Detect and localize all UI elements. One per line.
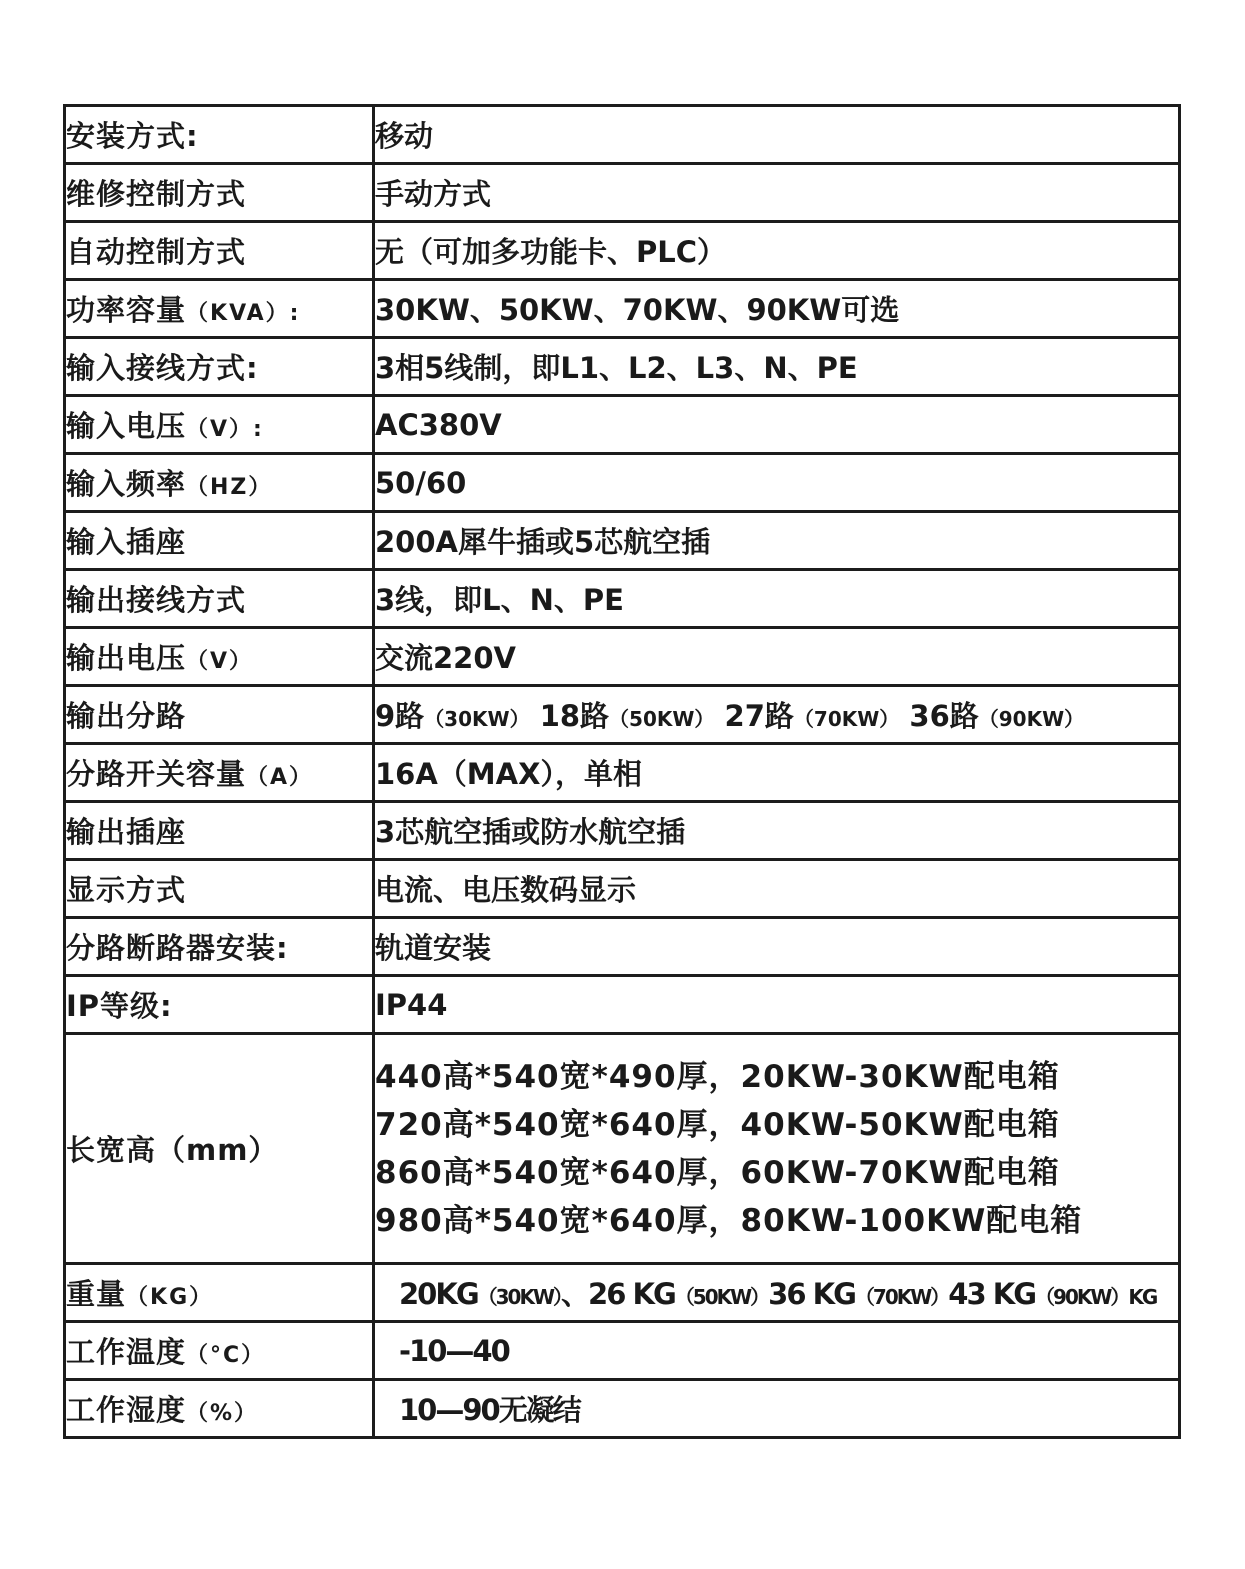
spec-row-dimensions: [65, 1034, 1180, 1264]
row-unit: （HZ）: [186, 475, 273, 500]
dimension-line: 720高*540宽*640厚，40KW-50KW配电箱: [375, 1106, 1060, 1143]
branch-note: （70KW）: [793, 707, 900, 731]
spec-row-maintenance-control: [65, 164, 1180, 222]
row-value: 10—90无凝结: [374, 1380, 1180, 1438]
row-value: 无（可加多功能卡、PLC）: [374, 222, 1180, 280]
spec-row-output-wiring: [65, 570, 1180, 628]
row-unit: （KVA）:: [186, 301, 301, 326]
spec-row-breaker-mount: [65, 918, 1180, 976]
spec-row-branch-switch: [65, 744, 1180, 802]
row-label: 分路断路器安装:: [65, 918, 374, 976]
weight-separator: 、: [561, 1277, 589, 1311]
dimension-line: 980高*540宽*640厚，80KW-100KW配电箱: [375, 1202, 1083, 1239]
spec-row-input-frequency: [65, 454, 1180, 512]
row-unit: （KG）: [126, 1285, 214, 1310]
weight-value: 43 KG: [948, 1277, 1036, 1311]
row-label: 输出分路: [65, 686, 374, 744]
weight-note: （70KW）: [854, 1285, 949, 1309]
row-label: 工作湿度（%）: [65, 1380, 374, 1438]
row-label: 输入电压（V）:: [65, 396, 374, 454]
row-value: IP44: [374, 976, 1180, 1034]
row-value: [374, 686, 1180, 744]
row-value: [374, 1034, 1180, 1264]
row-value: 交流220V: [374, 628, 1180, 686]
spec-row-output-voltage: [65, 628, 1180, 686]
row-label: 安装方式:: [65, 106, 374, 164]
row-label: 输出电压（V）: [65, 628, 374, 686]
row-unit: （V）: [186, 649, 254, 674]
row-value: 16A（MAX），单相: [374, 744, 1180, 802]
row-label: 输出接线方式: [65, 570, 374, 628]
branch-note: （90KW）: [978, 707, 1085, 731]
row-label: 分路开关容量（A）: [65, 744, 374, 802]
row-unit: （°C）: [186, 1343, 266, 1368]
row-value: 3芯航空插或防水航空插: [374, 802, 1180, 860]
row-label: 输入接线方式:: [65, 338, 374, 396]
weight-suffix: KG: [1128, 1285, 1157, 1309]
row-label: 输入插座: [65, 512, 374, 570]
row-value: 30KW、50KW、70KW、90KW可选: [374, 280, 1180, 338]
spec-row-operating-temperature: [65, 1322, 1180, 1380]
branch-count: 9路: [375, 699, 425, 733]
spec-row-input-voltage: [65, 396, 1180, 454]
weight-value: 26 KG: [588, 1277, 675, 1311]
row-value: 200A犀牛插或5芯航空插: [374, 512, 1180, 570]
dimension-line: 860高*540宽*640厚，60KW-70KW配电箱: [375, 1154, 1060, 1191]
spec-row-input-wiring: [65, 338, 1180, 396]
row-value: 手动方式: [374, 164, 1180, 222]
row-label: IP等级:: [65, 976, 374, 1034]
spec-row-display: [65, 860, 1180, 918]
row-label: 重量（KG）: [65, 1264, 374, 1322]
branch-note: （30KW）: [424, 707, 530, 731]
spec-row-power-capacity: [65, 280, 1180, 338]
weight-value: 20KG: [399, 1277, 478, 1311]
row-unit: （A）: [246, 765, 314, 790]
row-unit: （%）: [186, 1401, 259, 1426]
weight-note: （50KW）: [674, 1285, 769, 1309]
dimension-line: 440高*540宽*490厚，20KW-30KW配电箱: [375, 1058, 1060, 1095]
row-label: 输入频率（HZ）: [65, 454, 374, 512]
row-unit: （V）:: [186, 417, 264, 442]
branch-count: 36路: [909, 699, 979, 733]
branch-count: 18路: [539, 699, 610, 733]
row-value: 轨道安装: [374, 918, 1180, 976]
spec-row-output-socket: [65, 802, 1180, 860]
row-label: 维修控制方式: [65, 164, 374, 222]
row-value: 电流、电压数码显示: [374, 860, 1180, 918]
row-label: 工作温度（°C）: [65, 1322, 374, 1380]
spec-sheet: [63, 104, 1181, 1439]
row-label: 功率容量（KVA）:: [65, 280, 374, 338]
row-label: 长宽高（mm）: [65, 1034, 374, 1264]
row-value: 3相5线制，即L1、L2、L3、N、PE: [374, 338, 1180, 396]
row-value: 50/60: [374, 454, 1180, 512]
spec-row-input-socket: [65, 512, 1180, 570]
weight-value: 36 KG: [768, 1277, 855, 1311]
spec-row-install: [65, 106, 1180, 164]
row-value: -10—40: [374, 1322, 1180, 1380]
spec-row-operating-humidity: [65, 1380, 1180, 1438]
spec-row-output-branches: [65, 686, 1180, 744]
row-value: AC380V: [374, 396, 1180, 454]
row-value: 移动: [374, 106, 1180, 164]
row-label: 显示方式: [65, 860, 374, 918]
spec-row-ip-rating: [65, 976, 1180, 1034]
weight-note: （30KW）: [477, 1285, 562, 1309]
row-value: 3线，即L、N、PE: [374, 570, 1180, 628]
branch-count: 27路: [724, 699, 794, 733]
row-label: 输出插座: [65, 802, 374, 860]
spec-table: [63, 104, 1181, 1439]
spec-row-weight: [65, 1264, 1180, 1322]
weight-note: （90KW）: [1035, 1285, 1129, 1309]
branch-note: （50KW）: [609, 707, 715, 731]
row-value: [374, 1264, 1180, 1322]
row-label: 自动控制方式: [65, 222, 374, 280]
spec-row-auto-control: [65, 222, 1180, 280]
